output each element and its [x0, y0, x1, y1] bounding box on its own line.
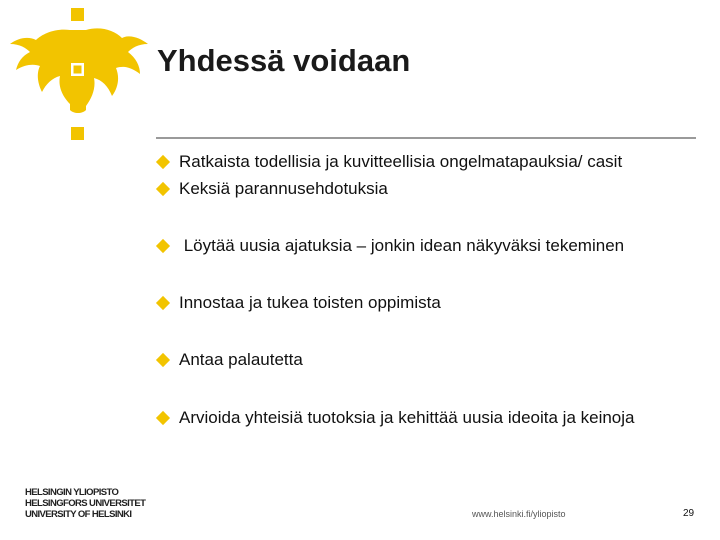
footer-url: www.helsinki.fi/yliopisto [472, 509, 566, 519]
bullet-item [155, 234, 624, 258]
bullet-text: Löytää uusia ajatuksia – jonkin idean näkyväksi tekeminen [179, 236, 625, 255]
diamond-bullet-icon [156, 155, 170, 169]
bullet-text: Ratkaista todellisia ja kuvitteellisia ongelmatapauksia/ casit [179, 152, 623, 171]
diamond-bullet-icon [156, 182, 170, 196]
bullet-text: Innostaa ja tukea toisten oppimista [179, 293, 441, 312]
bullet-item [155, 291, 441, 315]
slide-title: Yhdessä voidaan [157, 43, 411, 78]
bullet-item [155, 150, 622, 174]
diamond-bullet-icon [156, 239, 170, 253]
page-number: 29 [683, 508, 695, 519]
bullet-text: Antaa palautetta [179, 350, 303, 369]
bullet-text: Keksiä parannusehdotuksia [179, 179, 388, 198]
bullet-item [155, 348, 303, 372]
university-name-en: UNIVERSITY OF HELSINKI [25, 509, 132, 520]
diamond-bullet-icon [156, 353, 170, 367]
diamond-bullet-icon [156, 296, 170, 310]
diamond-bullet-icon [156, 411, 170, 425]
bullet-item [155, 406, 635, 430]
bullet-text: Arvioida yhteisiä tuotoksia ja kehittää uusia ideoita ja keinoja [179, 408, 635, 427]
university-name-sv: HELSINGFORS UNIVERSITET [25, 498, 146, 509]
university-name [25, 487, 145, 520]
bullet-item [155, 177, 388, 201]
university-name-fi: HELSINGIN YLIOPISTO [25, 487, 119, 498]
